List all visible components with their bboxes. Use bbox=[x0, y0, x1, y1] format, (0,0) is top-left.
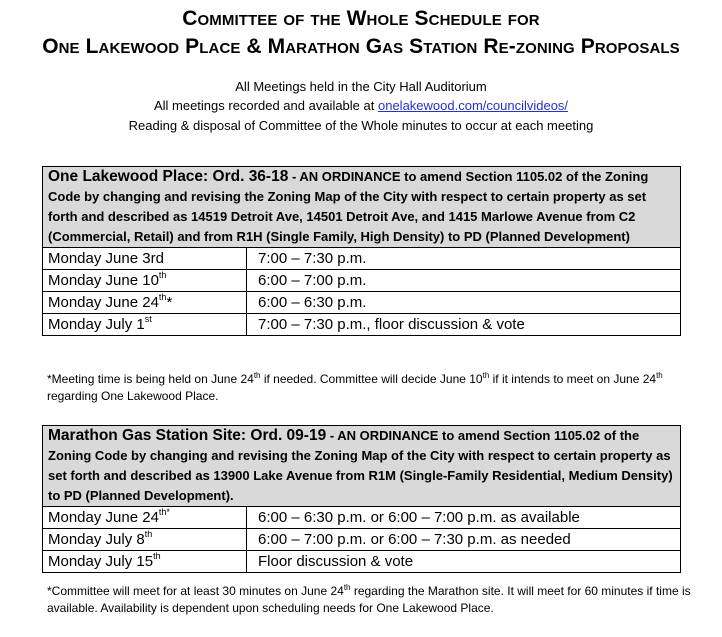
meeting-date: Monday June 10th bbox=[43, 270, 247, 291]
lakewood-footnote: *Meeting time is being held on June 24th if needed. Committee will decide June 10th if it intends to meet on June 24th regarding One Lakewood Place. bbox=[47, 371, 663, 403]
meeting-time: 6:00 – 7:00 p.m. or 6:00 – 7:30 p.m. as needed bbox=[258, 531, 571, 548]
page-subtitle: One Lakewood Place & Marathon Gas Station Re-zoning Proposals bbox=[42, 35, 680, 58]
meeting-date: Monday June $24^{th*}$ bbox=[43, 507, 247, 528]
meeting-date: Monday June 3rd bbox=[43, 248, 247, 269]
lakewood-ordinance-text: - AN ORDINANCE to amend Section 1105.02 of the Zoning Code by changing and revising the Zoning Map of the City with respect to certain property as set forth and described as 14519 Detroit Ave, 14501 Detroit Ave, and 1415 Marlowe Avenue from C2 (Commercial, Retail) and from R1H (Single Family, High Density) to PD (Planned Development) bbox=[48, 169, 649, 244]
page-title: Committee of the Whole Schedule for bbox=[182, 7, 540, 30]
table-row bbox=[43, 550, 680, 572]
meeting-date: Monday June 24th* bbox=[43, 292, 247, 313]
marathon-ordinance-text: - AN ORDINANCE to amend Section 1105.02 of the Zoning Code by changing and revising the Zoning Map of the City with respect to certain property as set forth and described as 13900 Lake Avenue from R1M (Single-Family Residential, Medium Density) to PD (Planned Development). bbox=[48, 428, 673, 503]
council-videos-link[interactable]: onelakewood.com/councilvideos/ bbox=[377, 98, 569, 113]
table-row bbox=[43, 528, 680, 550]
table-row bbox=[43, 291, 680, 313]
meeting-time: 7:00 – 7:30 p.m. bbox=[258, 250, 367, 267]
location-info: All Meetings held in the City Hall Auditorium bbox=[235, 79, 487, 94]
table-row bbox=[43, 507, 680, 528]
meeting-date: Monday July 8th bbox=[43, 529, 247, 550]
meeting-date: Monday July 15th bbox=[43, 551, 247, 572]
minutes-info: Reading & disposal of Committee of the Whole minutes to occur at each meeting bbox=[128, 118, 594, 133]
marathon-ordinance-title: Marathon Gas Station Site: Ord. 09-19 bbox=[48, 427, 327, 444]
meeting-time: Floor discussion & vote bbox=[258, 553, 414, 570]
table-row bbox=[43, 313, 680, 335]
meeting-time: 6:00 – 6:30 p.m. bbox=[258, 294, 367, 311]
recording-info bbox=[0, 98, 722, 113]
meeting-time: 6:00 – 7:00 p.m. bbox=[258, 272, 367, 289]
marathon-ordinance-heading bbox=[43, 426, 680, 507]
recording-info-text: All meetings recorded and available at bbox=[153, 98, 378, 113]
meeting-date: Monday July 1st bbox=[43, 314, 247, 335]
table-row bbox=[43, 248, 680, 269]
meeting-time: 6:00 – 6:30 p.m. or 6:00 – 7:00 p.m. as available bbox=[258, 509, 580, 526]
table-row bbox=[43, 269, 680, 291]
lakewood-ordinance-heading bbox=[43, 167, 680, 248]
meeting-time: 7:00 – 7:30 p.m., floor discussion & vote bbox=[258, 316, 525, 333]
marathon-footnote: *Committee will meet for at least 30 minutes on June 24th regarding the Marathon site. It will meet for 60 minutes if time is available. Availability is dependent upon scheduling needs for One Lakewood Place. bbox=[47, 583, 691, 615]
lakewood-schedule-table bbox=[42, 166, 681, 336]
marathon-schedule-table bbox=[42, 425, 681, 573]
lakewood-ordinance-title: One Lakewood Place: Ord. 36-18 bbox=[48, 168, 289, 185]
